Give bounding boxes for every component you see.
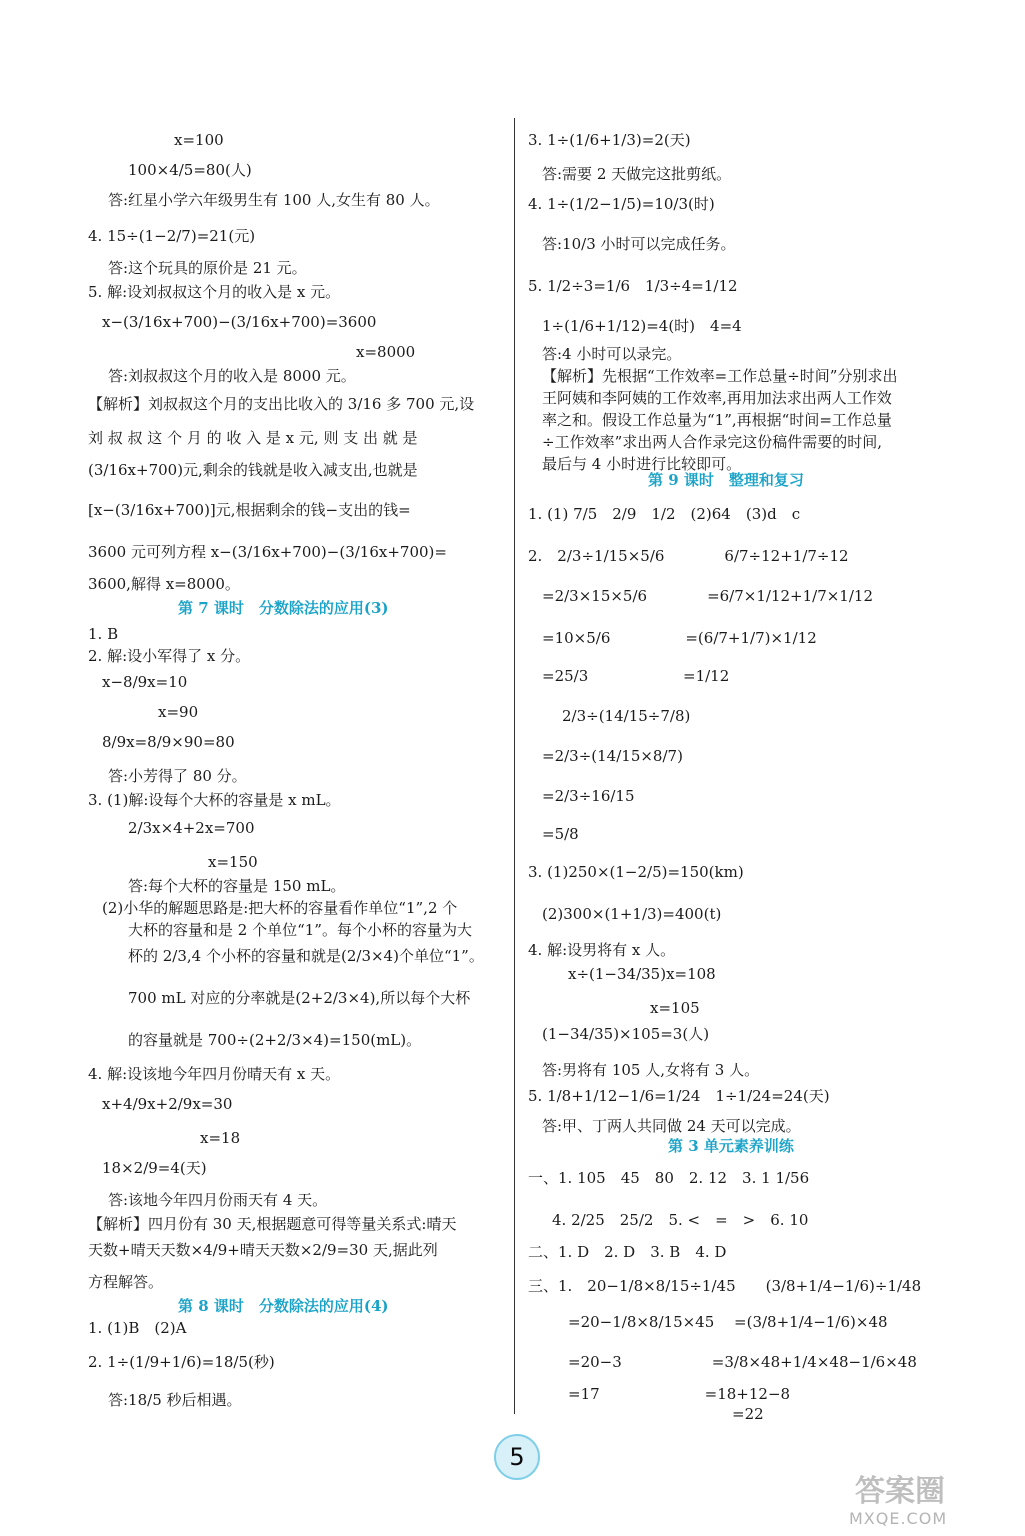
answer-line: 答:小芳得了 80 分。 <box>108 767 247 785</box>
answer-line: x=100 <box>174 131 224 149</box>
answer-line: 1. (1)B (2)A <box>88 1319 187 1337</box>
answer-line: 答:男将有 105 人,女将有 3 人。 <box>542 1061 760 1079</box>
answer-line: x=18 <box>200 1129 241 1147</box>
answer-line: =22 <box>732 1405 764 1423</box>
answer-line: x=105 <box>650 999 700 1017</box>
answer-line: [x−(3/16x+700)]元,根据剩余的钱−支出的钱= <box>88 501 411 519</box>
answer-line: 3. (1)解:设每个大杯的容量是 x mL。 <box>88 791 341 809</box>
answer-line: 答:每个大杯的容量是 150 mL。 <box>128 877 346 895</box>
watermark-title: 答案圈 <box>855 1474 945 1509</box>
answer-line: =25/3 =1/12 <box>542 667 730 685</box>
answer-line: 【解析】刘叔叔这个月的支出比收入的 3/16 多 700 元,设 <box>88 395 475 413</box>
answer-line: 100×4/5=80(人) <box>128 161 252 179</box>
page-number: 5 <box>494 1434 540 1480</box>
answer-line: =5/8 <box>542 825 579 843</box>
answer-line: 答:10/3 小时可以完成任务。 <box>542 235 736 253</box>
answer-line: 5. 1/8+1/12−1/6=1/24 1÷1/24=24(天) <box>528 1087 830 1105</box>
answer-line: 2. 2/3÷1/15×5/6 6/7÷12+1/7÷12 <box>528 547 849 565</box>
answer-line: 杯的 2/3,4 个小杯的容量和就是(2/3×4)个单位“1”。 <box>128 947 484 965</box>
answer-line: 二、1. D 2. D 3. B 4. D <box>528 1243 727 1261</box>
answer-line: 大杯的容量和是 2 个单位“1”。每个小杯的容量为大 <box>128 921 472 939</box>
answer-line: 3600 元可列方程 x−(3/16x+700)−(3/16x+700)= <box>88 543 447 561</box>
answer-line: 【解析】四月份有 30 天,根据题意可得等量关系式:晴天 <box>88 1215 457 1233</box>
answer-line: 4. 15÷(1−2/7)=21(元) <box>88 227 256 245</box>
answer-line: x=150 <box>208 853 258 871</box>
answer-line: 5. 解:设刘叔叔这个月的收入是 x 元。 <box>88 283 341 301</box>
answer-line: 率之和。假设工作总量为“1”,再根据“时间=工作总量 <box>542 411 892 429</box>
answer-line: 答:需要 2 天做完这批剪纸。 <box>542 165 732 183</box>
answer-line: ÷工作效率”求出两人合作录完这份稿件需要的时间, <box>542 433 883 451</box>
answer-line: 方程解答。 <box>88 1273 164 1291</box>
answer-line: 【解析】先根据“工作效率=工作总量÷时间”分别求出 <box>542 367 898 385</box>
section-heading: 第 3 单元素养训练 <box>668 1137 794 1155</box>
answer-line: 3. 1÷(1/6+1/3)=2(天) <box>528 131 691 149</box>
answer-line: x÷(1−34/35)x=108 <box>568 965 716 983</box>
answer-line: 的容量就是 700÷(2+2/3×4)=150(mL)。 <box>128 1031 422 1049</box>
answer-line: (2)300×(1+1/3)=400(t) <box>542 905 722 923</box>
answer-line: 天数+晴天天数×4/9+晴天天数×2/9=30 天,据此列 <box>88 1241 438 1259</box>
answer-line: 18×2/9=4(天) <box>102 1159 207 1177</box>
answer-line: 4. 2/25 25/2 5. < = > 6. 10 <box>552 1211 809 1229</box>
answer-line: (2)小华的解题思路是:把大杯的容量看作单位“1”,2 个 <box>102 899 458 917</box>
answer-line: 2/3÷(14/15÷7/8) <box>562 707 691 725</box>
answer-line: =2/3÷(14/15×8/7) <box>542 747 683 765</box>
answer-line: =2/3÷16/15 <box>542 787 635 805</box>
answer-line: =17 =18+12−8 <box>568 1385 791 1403</box>
answer-line: 1÷(1/6+1/12)=4(时) 4=4 <box>542 317 742 335</box>
answer-line: 4. 1÷(1/2−1/5)=10/3(时) <box>528 195 715 213</box>
answer-line: x−(3/16x+700)−(3/16x+700)=3600 <box>102 313 377 331</box>
answer-line: x−8/9x=10 <box>102 673 188 691</box>
answer-line: 4. 解:设男将有 x 人。 <box>528 941 676 959</box>
answer-line: 最后与 4 小时进行比较即可。 <box>542 455 742 473</box>
answer-line: x=90 <box>158 703 199 721</box>
answer-line: x+4/9x+2/9x=30 <box>102 1095 233 1113</box>
answer-line: 2/3x×4+2x=700 <box>128 819 255 837</box>
answer-line: 一、1. 105 45 80 2. 12 3. 1 1/56 <box>528 1169 810 1187</box>
answer-line: 8/9x=8/9×90=80 <box>102 733 235 751</box>
answer-line: 王阿姨和李阿姨的工作效率,再用加法求出两人工作效 <box>542 389 892 407</box>
answer-line: 2. 1÷(1/9+1/6)=18/5(秒) <box>88 1353 275 1371</box>
answer-line: 答:18/5 秒后相遇。 <box>108 1391 242 1409</box>
answer-line: 答:刘叔叔这个月的收入是 8000 元。 <box>108 367 356 385</box>
answer-line: 答:这个玩具的原价是 21 元。 <box>108 259 307 277</box>
answer-line: =10×5/6 =(6/7+1/7)×1/12 <box>542 629 817 647</box>
answer-line: 三、1. 20−1/8×8/15÷1/45 (3/8+1/4−1/6)÷1/48 <box>528 1277 922 1295</box>
answer-line: 3. (1)250×(1−2/5)=150(km) <box>528 863 744 881</box>
answer-line: 5. 1/2÷3=1/6 1/3÷4=1/12 <box>528 277 738 295</box>
answer-line: 4. 解:设该地今年四月份晴天有 x 天。 <box>88 1065 341 1083</box>
answer-line: 700 mL 对应的分率就是(2+2/3×4),所以每个大杯 <box>128 989 471 1007</box>
answer-line: 2. 解:设小军得了 x 分。 <box>88 647 251 665</box>
watermark-url: MXQE.COM <box>849 1509 948 1528</box>
watermark-logo <box>849 1466 1019 1528</box>
answer-line: =20−1/8×8/15×45 =(3/8+1/4−1/6)×48 <box>568 1313 888 1331</box>
section-heading: 第 8 课时 分数除法的应用(4) <box>178 1297 389 1315</box>
answer-line: 答:红星小学六年级男生有 100 人,女生有 80 人。 <box>108 191 440 209</box>
answer-line: x=8000 <box>356 343 416 361</box>
answer-line: 1. (1) 7/5 2/9 1/2 (2)64 (3)d c <box>528 505 801 523</box>
answer-line: (1−34/35)×105=3(人) <box>542 1025 710 1043</box>
answer-line: 答:甲、丁两人共同做 24 天可以完成。 <box>542 1117 801 1135</box>
answer-line: 3600,解得 x=8000。 <box>88 575 240 593</box>
answer-line: (3/16x+700)元,剩余的钱就是收入减支出,也就是 <box>88 461 418 479</box>
answer-line: 刘 叔 叔 这 个 月 的 收 入 是 x 元, 则 支 出 就 是 <box>88 429 418 447</box>
answer-line: =2/3×15×5/6 =6/7×1/12+1/7×1/12 <box>542 587 873 605</box>
answer-line: 答:该地今年四月份雨天有 4 天。 <box>108 1191 328 1209</box>
column-divider <box>514 118 515 1414</box>
answer-line: =20−3 =3/8×48+1/4×48−1/6×48 <box>568 1353 917 1371</box>
answer-line: 1. B <box>88 625 119 643</box>
answer-line: 答:4 小时可以录完。 <box>542 345 682 363</box>
section-heading: 第 7 课时 分数除法的应用(3) <box>178 599 389 617</box>
section-heading: 第 9 课时 整理和复习 <box>648 471 804 489</box>
